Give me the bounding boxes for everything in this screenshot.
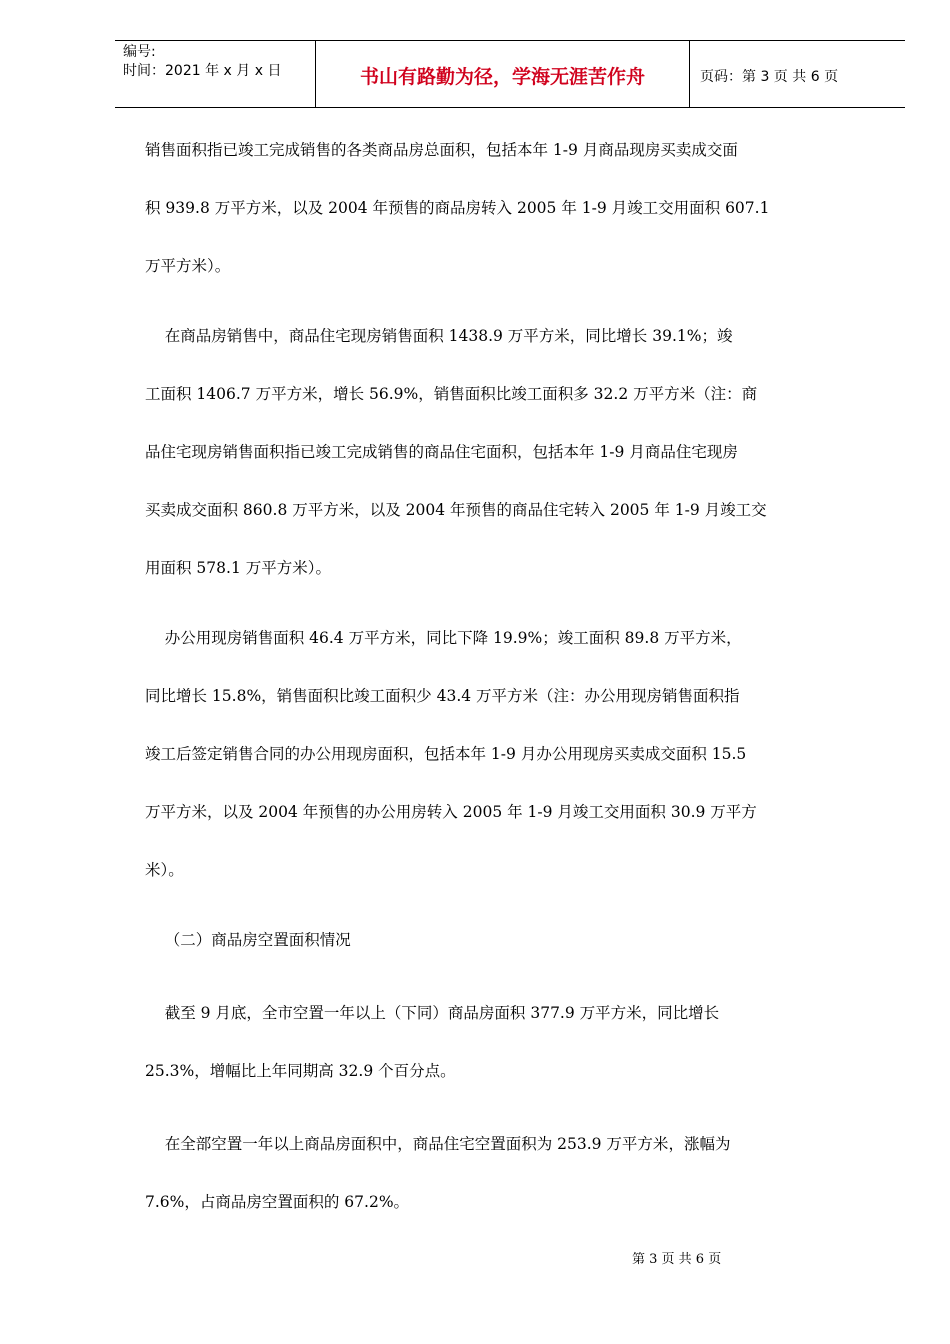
body-line: 工面积 1406.7 万平方米，增长 56.9%，销售面积比竣工面积多 32.2 万平方米（注：商 [145,385,758,403]
body-line: 在商品房销售中，商品住宅现房销售面积 1438.9 万平方米，同比增长 39.1%；竣 [145,327,733,345]
body-line: 截至 9 月底，全市空置一年以上（下同）商品房面积 377.9 万平方米，同比增长 [145,1004,720,1022]
header-table [115,40,905,108]
motto-cell [316,41,690,107]
body-line: 竣工后签定销售合同的办公用现房面积，包括本年 1-9 月办公用现房买卖成交面积 15.5 [145,745,747,763]
body-line: 同比增长 15.8%，销售面积比竣工面积少 43.4 万平方米（注：办公用现房销售面积指 [145,687,740,705]
number-label: 编号: [123,44,156,60]
body-line: 用面积 578.1 万平方米）。 [145,559,331,577]
page-cell [690,41,905,107]
page-number-label: 页码：第 3 页 共 6 页 [700,69,839,85]
body-line: 万平方米，以及 2004 年预售的办公用房转入 2005 年 1-9 月竣工交用面积 30.9 万平方 [145,803,757,821]
body-line: 办公用现房销售面积 46.4 万平方米，同比下降 19.9%；竣工面积 89.8 万平方米， [145,629,742,647]
header-info-cell [115,41,316,107]
section-heading: （二）商品房空置面积情况 [145,931,351,949]
body-line: 在全部空置一年以上商品房面积中，商品住宅空置面积为 253.9 万平方米，涨幅为 [145,1135,731,1153]
body-line: 积 939.8 万平方米，以及 2004 年预售的商品房转入 2005 年 1-9 月竣工交用面积 607.1 [145,199,770,217]
body-line: 品住宅现房销售面积指已竣工完成销售的商品住宅面积，包括本年 1-9 月商品住宅现房 [145,443,738,461]
motto-text: 书山有路勤为径，学海无涯苦作舟 [359,66,645,88]
body-line: 万平方米）。 [145,257,231,275]
body-line: 米）。 [145,861,184,879]
body-line: 销售面积指已竣工完成销售的各类商品房总面积，包括本年 1-9 月商品现房买卖成交面 [145,141,738,159]
body-line: 买卖成交面积 860.8 万平方米，以及 2004 年预售的商品住宅转入 2005 年 1-9 月竣工交 [145,501,767,519]
body-line: 7.6%，占商品房空置面积的 67.2%。 [145,1193,410,1211]
page-footer: 第 3 页 共 6 页 [632,1252,722,1267]
time-label: 时间：2021 年 x 月 x 日 [123,63,282,79]
body-line: 25.3%，增幅比上年同期高 32.9 个百分点。 [145,1062,456,1080]
